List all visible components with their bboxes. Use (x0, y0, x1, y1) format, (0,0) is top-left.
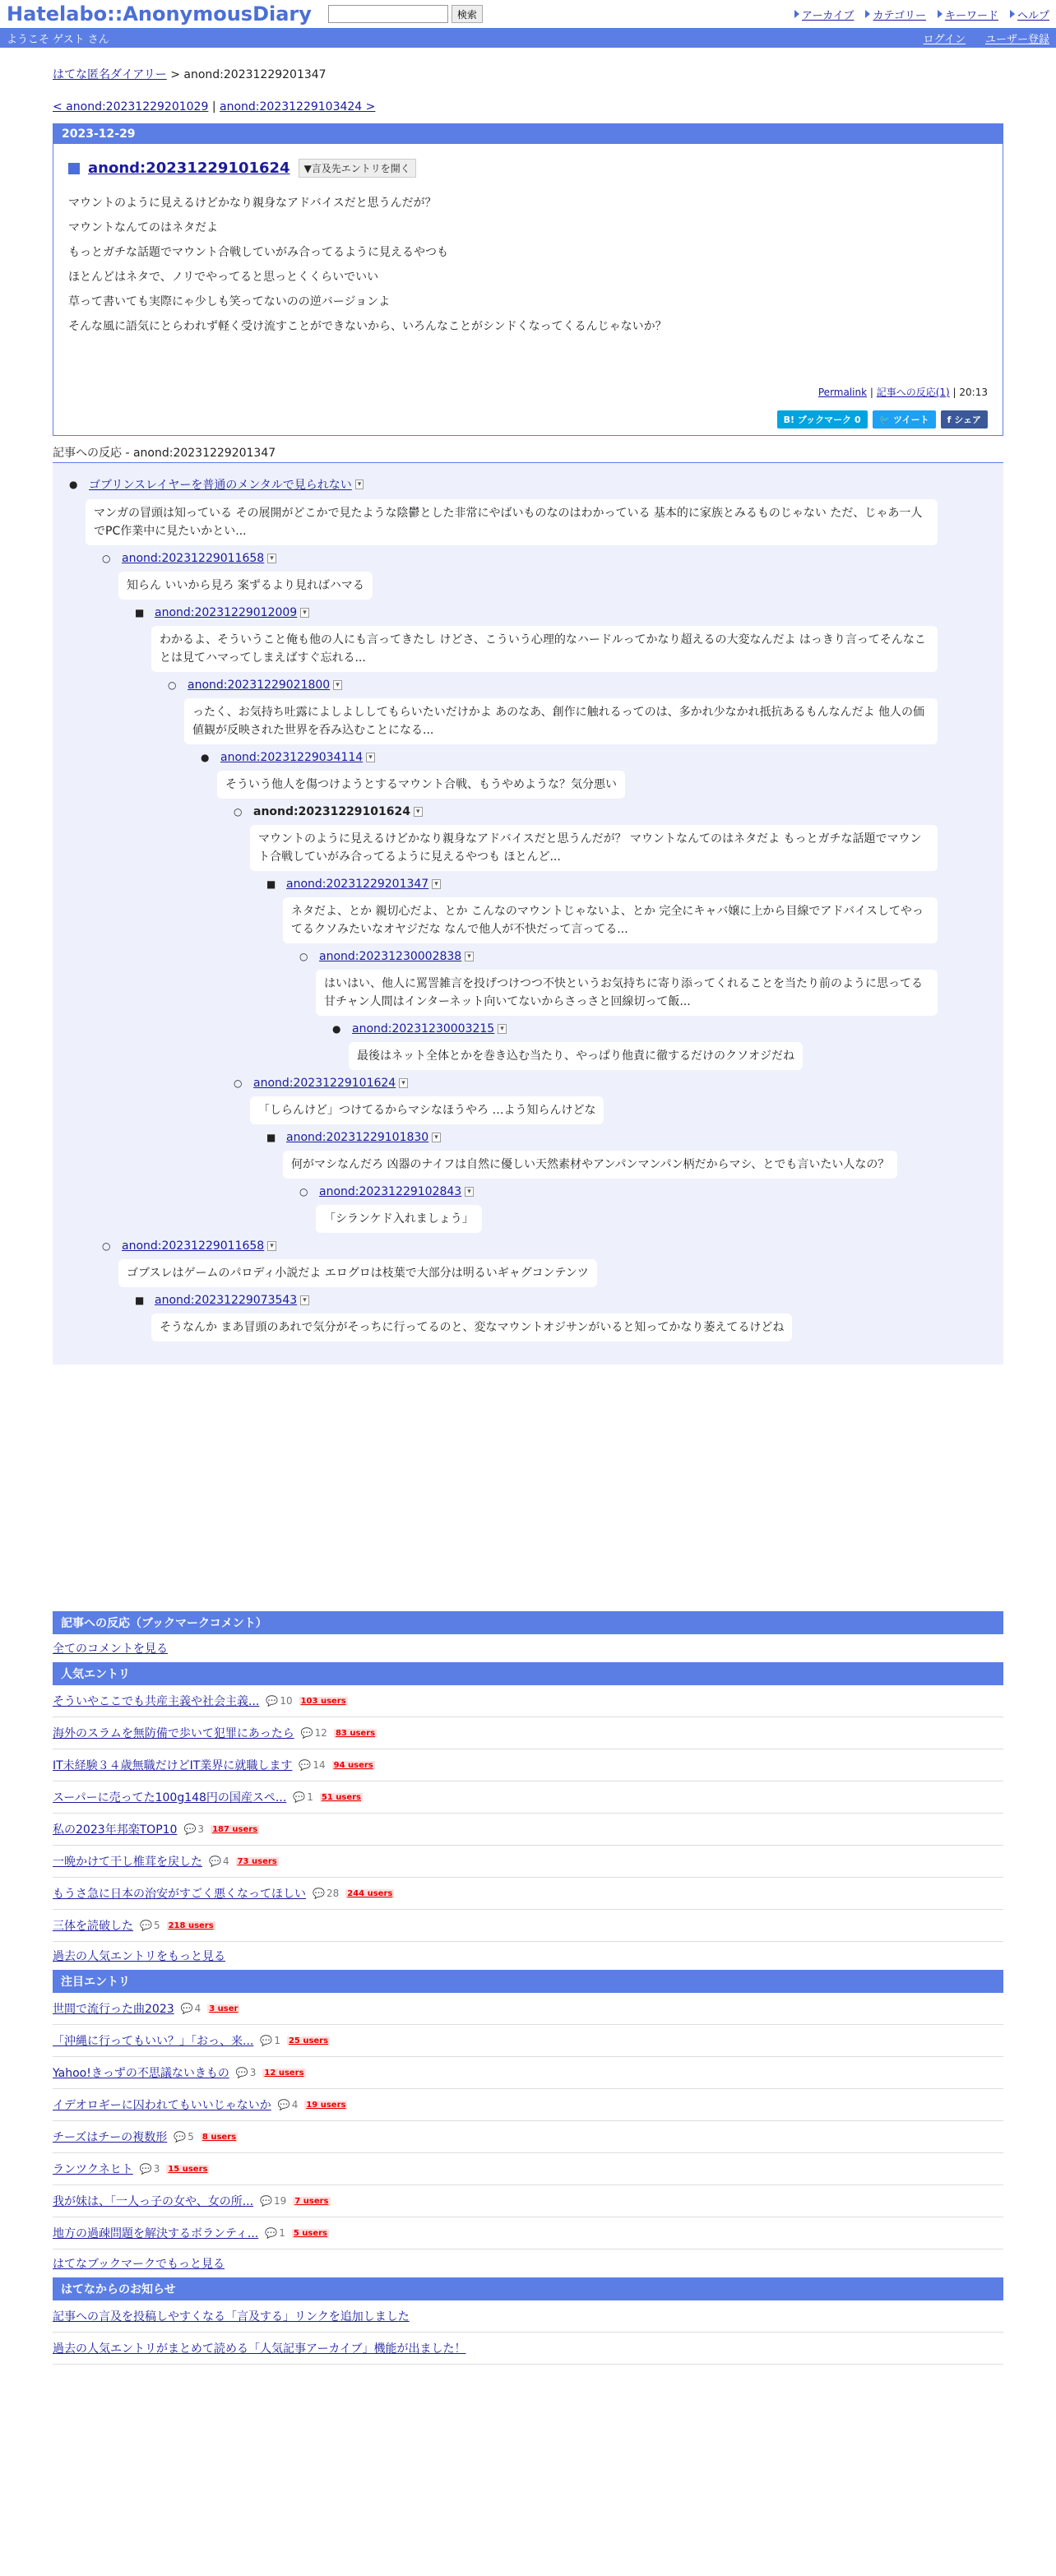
reaction-link[interactable]: anond:20231229101624 (253, 1077, 396, 1090)
users-badge[interactable]: 187 users (212, 1824, 258, 1834)
reaction-tree (53, 463, 1003, 1364)
comment-count[interactable] (278, 2099, 299, 2110)
share-buttons (68, 410, 988, 429)
entry-link[interactable]: 一晩かけて干し椎茸を戻した (53, 1856, 202, 1869)
entry-link[interactable]: チーズはチーの複数形 (53, 2131, 168, 2144)
news-list (53, 2300, 1003, 2365)
list-item (53, 1781, 1003, 1814)
open-reference-button[interactable]: ▼言及先エントリを開く (299, 159, 416, 178)
news-link[interactable]: 記事への言及を投稿しやすくなる「言及する」リンクを追加しました (53, 2310, 410, 2323)
reaction-node (299, 950, 1003, 1016)
top-nav (794, 7, 1049, 22)
entry-link[interactable]: そういやここでも共産主義や社会主義... (53, 1695, 260, 1708)
users-badge[interactable]: 83 users (335, 1728, 376, 1738)
comment-count[interactable] (236, 2067, 257, 2078)
comment-icon: 💬 (140, 1920, 152, 1931)
list-item (53, 1846, 1003, 1878)
comment-count-value: 28 (326, 1888, 340, 1899)
bullet-icon: ■ (135, 607, 145, 619)
comment-icon: 💬 (266, 1695, 279, 1707)
comment-count-value: 1 (279, 2227, 285, 2239)
comment-count-value: 12 (314, 1727, 327, 1739)
site-logo[interactable]: Hatelabo::AnonymousDiary (7, 2, 312, 25)
bullet-icon: ○ (168, 679, 177, 691)
comment-icon: 💬 (260, 2195, 273, 2207)
popular-header: 人気エントリ (53, 1662, 1003, 1685)
news-link[interactable]: 過去の人気エントリがまとめて読める「人気記事アーカイブ」機能が出ました！ (53, 2342, 466, 2356)
nav-help[interactable] (1010, 7, 1049, 22)
bullet-icon: ● (69, 479, 78, 490)
chevron-down-icon[interactable]: ▾ (465, 1187, 474, 1197)
reaction-node (135, 606, 1003, 672)
facebook-share-button[interactable]: f シェア (941, 410, 988, 429)
comment-count-value: 4 (291, 2099, 299, 2110)
comment-count[interactable] (265, 2227, 285, 2239)
nav-help-link[interactable]: ヘルプ (1017, 9, 1049, 22)
attention-header: 注目エントリ (53, 1970, 1003, 1993)
nav-keyword[interactable] (938, 7, 998, 22)
reaction-link[interactable]: anond:20231229011658 (122, 552, 265, 565)
reaction-node (69, 476, 1003, 545)
reaction-excerpt: ネタだよ、とか 親切心だよ、とか こんなのマウントじゃないよ、とか 完全にキャバ嬢に上から目線でアドバイスしてやってるクソみたいなオヤジだな なんで他人が不快だって言ってる... (283, 897, 938, 943)
entry-link[interactable]: 地方の過疎問題を解決するボランティ... (53, 2227, 259, 2240)
comment-count-value: 14 (313, 1759, 326, 1771)
bookmark-label: B! ブックマーク (783, 415, 852, 425)
entry-line: 草って書いても実際にゃ少しも笑ってないのの逆バージョンよ (68, 295, 391, 308)
entry-link[interactable]: もうさ急に日本の治安がすごく悪くなってほしい (53, 1888, 306, 1901)
chevron-down-icon[interactable]: ▾ (414, 807, 423, 817)
comment-icon: 💬 (209, 1856, 221, 1867)
welcome-text: ようこそ ゲスト さん (7, 33, 109, 46)
search-button[interactable]: 検索 (452, 5, 483, 23)
bullet-icon: ● (201, 752, 210, 763)
users-badge[interactable]: 94 users (333, 1760, 373, 1770)
triangle-icon (938, 10, 943, 18)
list-item (53, 2153, 1003, 2185)
comment-count-value: 5 (153, 1920, 160, 1931)
comment-count-value: 3 (249, 2067, 257, 2078)
reaction-link[interactable]: anond:20231229012009 (155, 606, 298, 619)
login-link[interactable]: ログイン (923, 33, 966, 46)
nav-archive[interactable] (794, 7, 855, 22)
comment-count[interactable] (174, 2131, 194, 2143)
reaction-excerpt: マウントのように見えるけどかなり親身なアドバイスだと思うんだが？ マウントなんてのはネタだよ もっとガチな話題でマウント合戦していがみ合ってるように見えるやつも ほとんど... (250, 825, 938, 871)
popular-list (53, 1685, 1003, 1942)
share-label: シェア (954, 415, 981, 425)
users-badge[interactable]: 103 users (300, 1696, 346, 1706)
reaction-node (135, 1294, 1003, 1341)
list-item (53, 1749, 1003, 1781)
entry-line: マウントのように見えるけどかなり親身なアドバイスだと思うんだが？ (68, 197, 437, 210)
comment-count[interactable] (260, 2195, 286, 2207)
reaction-link[interactable]: anond:20231229102843 (319, 1185, 462, 1198)
reaction-title: 記事への反応 - anond:20231229201347 (53, 444, 1003, 463)
reaction-node (266, 1131, 1003, 1179)
hatena-bookmark-button[interactable] (777, 410, 868, 429)
comment-count-value: 1 (274, 2035, 280, 2046)
reaction-excerpt: そうなんか まあ冒頭のあれで気分がそっちに行ってるのと、変なマウントオジサンがいると知ってかなり萎えてるけどね (151, 1313, 792, 1341)
list-item (53, 1717, 1003, 1749)
triangle-icon (865, 10, 870, 18)
reaction-link[interactable]: anond:20231229073543 (155, 1294, 298, 1307)
comment-count[interactable] (140, 1920, 160, 1931)
reaction-node (168, 679, 1003, 744)
chevron-down-icon[interactable]: ▾ (432, 1133, 441, 1142)
reaction-excerpt: はいはい、他人に罵詈雑言を投げつけつつ不快というお気持ちに寄り添ってくれることを当たり前のように思ってる甘チャン人間はインターネット向いてないからさっさと回線切って飯... (316, 970, 938, 1016)
users-badge[interactable]: 19 users (306, 2100, 346, 2110)
bookmark-count: 0 (854, 415, 861, 425)
chevron-down-icon[interactable]: ▾ (300, 608, 309, 618)
reaction-node (332, 1022, 1003, 1070)
bullet-icon: ○ (299, 951, 308, 962)
list-item (53, 1685, 1003, 1717)
reaction-link[interactable]: anond:20231230002838 (319, 950, 462, 963)
bullet-icon: ○ (102, 1240, 111, 1252)
comment-count[interactable] (299, 1759, 325, 1771)
reaction-excerpt: ったく、お気持ち吐露によしよししてもらいたいだけかよ あのなあ、創作に触れるってのは、多かれ少なかれ抵抗あるもんなんだよ 他人の価値観が反映された世界を呑み込むことになる... (184, 698, 938, 744)
day-section (53, 123, 1003, 436)
reaction-excerpt: そういう他人を傷つけようとするマウント合戦、もうやめような？気分悪い (217, 771, 625, 799)
chevron-down-icon[interactable]: ▾ (267, 554, 276, 563)
list-item (53, 2121, 1003, 2153)
bullet-icon: ● (332, 1023, 341, 1035)
reaction-link[interactable]: anond:20231229034114 (220, 751, 364, 764)
bullet-icon: ■ (135, 1295, 145, 1306)
comment-icon: 💬 (139, 2163, 152, 2175)
reaction-node (266, 878, 1003, 943)
entry-link[interactable]: ランツクネヒト (53, 2163, 133, 2176)
list-item (53, 1993, 1003, 2025)
reaction-excerpt: わかるよ、そういうこと俺も他の人にも言ってきたし けどさ、こういう心理的なハードルってかなり超えるの大変なんだよ はっきり言ってそんなことは見てハマってしまえばすぐ忘れる... (151, 626, 938, 672)
list-item (53, 2057, 1003, 2089)
reaction-title-current: anond:20231229101624 (253, 805, 410, 818)
prev-entry-link[interactable]: < anond:20231229201029 (53, 100, 209, 114)
reaction-link[interactable]: anond:20231229021800 (188, 679, 331, 692)
register-link[interactable]: ユーザー登録 (984, 33, 1049, 46)
entry-link[interactable]: スーパーに売ってた100g148円の国産スペ... (53, 1791, 287, 1805)
chevron-down-icon[interactable]: ▾ (333, 680, 342, 690)
entry-time: 20:13 (959, 387, 988, 398)
users-badge[interactable]: 73 users (237, 1856, 277, 1866)
chevron-down-icon[interactable]: ▾ (498, 1024, 507, 1034)
user-bar (0, 28, 1056, 48)
news-item (53, 2333, 1003, 2365)
attention-more-link[interactable]: はてなブックマークでもっと見る (53, 2258, 225, 2271)
entry-body (68, 191, 988, 339)
news-item (53, 2300, 1003, 2333)
entry-link[interactable]: 三体を読破した (53, 1920, 133, 1933)
nav-archive-link[interactable]: アーカイブ (801, 9, 855, 22)
entry-link[interactable]: 我が妹は、「一人っ子の女や、女の所... (53, 2195, 254, 2208)
comment-icon: 💬 (174, 2131, 187, 2143)
comment-count[interactable] (301, 1727, 327, 1739)
reaction-excerpt: 「しらんけど」つけてるからマシなほうやろ …よう知らんけどな (250, 1096, 604, 1124)
popular-more-link[interactable]: 過去の人気エントリをもっと見る (53, 1950, 225, 1963)
list-item (53, 2089, 1003, 2121)
comment-count[interactable] (140, 2163, 160, 2175)
comment-count[interactable] (293, 1791, 313, 1803)
users-badge[interactable]: 8 users (201, 2132, 237, 2142)
chevron-down-icon[interactable]: ▾ (366, 753, 375, 762)
comment-icon: 💬 (260, 2035, 273, 2046)
list-item (53, 2025, 1003, 2057)
users-badge[interactable]: 12 users (264, 2068, 304, 2078)
reaction-excerpt: 何がマシなんだろ 凶器のナイフは自然に優しい天然素材やアンパンマンパン柄だからマシ、とでも言いたい人なの？ (283, 1151, 897, 1179)
entry-line: もっとガチな話題でマウント合戦していがみ合ってるように見えるやつも (68, 246, 448, 259)
search-input[interactable] (328, 5, 448, 23)
news-header: はてなからのお知らせ (53, 2277, 1003, 2300)
nav-category-link[interactable]: カテゴリー (873, 9, 926, 22)
reaction-node (102, 1239, 1003, 1287)
entry-line: そんな風に語気にとらわれず軽く受け流すことができないから、いろんなことがシンドくなってくるんじゃないか？ (68, 320, 667, 333)
reaction-link[interactable]: anond:20231229011658 (122, 1239, 265, 1253)
users-badge[interactable]: 7 users (294, 2196, 329, 2206)
reaction-node (102, 552, 1003, 600)
reaction-excerpt: ゴブスレはゲームのパロディ小説だよ エログロは枝葉で大部分は明るいギャグコンテンツ (118, 1259, 597, 1287)
bullet-icon: ○ (234, 806, 243, 818)
entry-link[interactable]: 「沖縄に行ってもいい？」「おっ、来... (53, 2035, 254, 2048)
chevron-down-icon[interactable]: ▾ (399, 1078, 408, 1088)
comment-count-value: 5 (188, 2131, 194, 2143)
entry-link[interactable]: IT未経験３４歳無職だけどIT業界に就職します (53, 1759, 293, 1772)
reaction-link[interactable]: anond:20231230003215 (352, 1022, 495, 1035)
next-entry-link[interactable]: anond:20231229103424 > (220, 100, 376, 114)
entry-link[interactable]: Yahoo!きっずの不思議ないきもの (53, 2067, 229, 2080)
comment-icon: 💬 (235, 2067, 248, 2078)
breadcrumb-home[interactable]: はてな匿名ダイアリー (53, 68, 167, 81)
list-item (53, 2217, 1003, 2249)
reaction-link[interactable]: anond:20231229201347 (286, 878, 429, 891)
list-item (53, 2185, 1003, 2217)
entry-line: マウントなんてのはネタだよ (68, 221, 218, 234)
chevron-down-icon[interactable]: ▾ (267, 1241, 276, 1251)
comment-count-value: 10 (280, 1695, 293, 1707)
nav-keyword-link[interactable]: キーワード (944, 9, 998, 22)
comment-count[interactable] (181, 2003, 201, 2014)
reaction-excerpt: 知らん いいから見ろ 案ずるより見ればハマる (118, 572, 373, 600)
reaction-excerpt: 「シランケド入れましょう」 (316, 1205, 482, 1233)
users-badge[interactable]: 3 user (209, 2004, 239, 2013)
chevron-down-icon[interactable]: ▾ (465, 952, 474, 961)
list-item (53, 1878, 1003, 1910)
nav-category[interactable] (865, 7, 925, 22)
comment-count-value: 4 (194, 2003, 201, 2014)
reaction-node (201, 751, 1003, 799)
comment-icon: 💬 (299, 1759, 312, 1771)
comment-count[interactable] (183, 1823, 204, 1835)
breadcrumb-current: anond:20231229201347 (183, 68, 327, 81)
comment-count[interactable] (209, 1856, 229, 1867)
entry-link[interactable]: 海外のスラムを無防備で歩いて犯罪にあったら (53, 1727, 294, 1740)
comment-count-value: 3 (153, 2163, 160, 2175)
entry (53, 144, 1003, 435)
breadcrumb: はてな匿名ダイアリー > anond:20231229201347 (53, 68, 327, 81)
entry-link[interactable]: 私の2023年邦楽TOP10 (53, 1823, 178, 1837)
entry-square-icon (68, 163, 80, 174)
triangle-icon (794, 10, 799, 18)
tweet-label: ツイート (893, 415, 929, 425)
list-item (53, 1814, 1003, 1846)
comment-icon: 💬 (313, 1888, 325, 1899)
comment-count[interactable] (266, 1695, 292, 1707)
chevron-down-icon[interactable]: ▾ (300, 1295, 309, 1305)
bullet-icon: ○ (102, 553, 111, 564)
bullet-icon: ○ (299, 1186, 308, 1198)
reaction-link[interactable]: anond:20231229101830 (286, 1131, 429, 1144)
triangle-icon (1010, 10, 1015, 18)
top-bar (0, 0, 1056, 28)
comment-icon: 💬 (265, 2227, 278, 2239)
attention-list (53, 1993, 1003, 2249)
reaction-link[interactable]: ゴブリンスレイヤーを普通のメンタルで見られない (89, 479, 352, 492)
users-badge[interactable]: 25 users (288, 2036, 329, 2046)
comment-icon: 💬 (180, 2003, 193, 2014)
users-badge[interactable]: 244 users (347, 1888, 393, 1898)
entry-title[interactable]: anond:20231229101624 (88, 160, 290, 177)
bullet-icon: ■ (266, 878, 276, 890)
bullet-icon: ○ (234, 1077, 243, 1089)
comment-count-value: 3 (197, 1823, 205, 1835)
chevron-down-icon[interactable]: ▾ (355, 480, 364, 489)
users-badge[interactable]: 218 users (168, 1920, 214, 1930)
search-form (328, 5, 483, 23)
pager: < anond:20231229201029 | anond:20231229103424 > (53, 100, 376, 114)
users-badge[interactable]: 51 users (321, 1792, 362, 1802)
chevron-down-icon[interactable]: ▾ (432, 879, 441, 889)
reaction-node (234, 1077, 1003, 1124)
list-item (53, 1910, 1003, 1942)
all-comments-link[interactable]: 全てのコメントを見る (53, 1642, 168, 1656)
comment-icon: 💬 (183, 1823, 197, 1835)
comment-icon: 💬 (293, 1791, 306, 1803)
comment-count-value: 4 (222, 1856, 229, 1867)
reaction-node (299, 1185, 1003, 1233)
reactions-link[interactable]: 記事への反応(1) (876, 387, 950, 398)
bookmark-comments-header: 記事への反応（ブックマークコメント） (53, 1611, 1003, 1634)
reaction-excerpt: マンガの冒頭は知っている その展開がどこかで見たような陰鬱とした非常にやばいものなのはわかっている 基本的に家族とみるものじゃない ただ、じゃあ一人でPC作業中に見たいかとい... (86, 499, 938, 545)
permalink[interactable]: Permalink (817, 387, 868, 398)
entry-link[interactable]: イデオロギーに囚われてもいいじゃないか (53, 2099, 271, 2112)
users-badge[interactable]: 15 users (168, 2164, 208, 2174)
entry-link[interactable]: 世間で流行った曲2023 (53, 2003, 174, 2016)
tweet-button[interactable]: 🐦 ツイート (873, 410, 936, 429)
bullet-icon: ■ (266, 1132, 276, 1143)
comment-count-value: 1 (307, 1791, 313, 1803)
comment-icon: 💬 (277, 2099, 290, 2110)
day-date: 2023-12-29 (53, 124, 1003, 144)
comment-count[interactable] (313, 1888, 339, 1899)
users-badge[interactable]: 5 users (293, 2228, 328, 2238)
reaction-node (234, 805, 1003, 871)
main-content (53, 66, 1003, 2365)
reaction-excerpt: 最後はネット全体とかを巻き込む当たり、やっぱり他責に徹するだけのクソオジだね (349, 1042, 803, 1070)
comment-count-value: 19 (274, 2195, 287, 2207)
comment-count[interactable] (260, 2035, 280, 2046)
entry-footer: Permalink | 記事への反応(1) | 20:13 (817, 387, 988, 398)
entry-line: ほとんどはネタで、ノリでやってると思っとくくらいでいい (68, 271, 379, 284)
comment-icon: 💬 (300, 1727, 313, 1739)
